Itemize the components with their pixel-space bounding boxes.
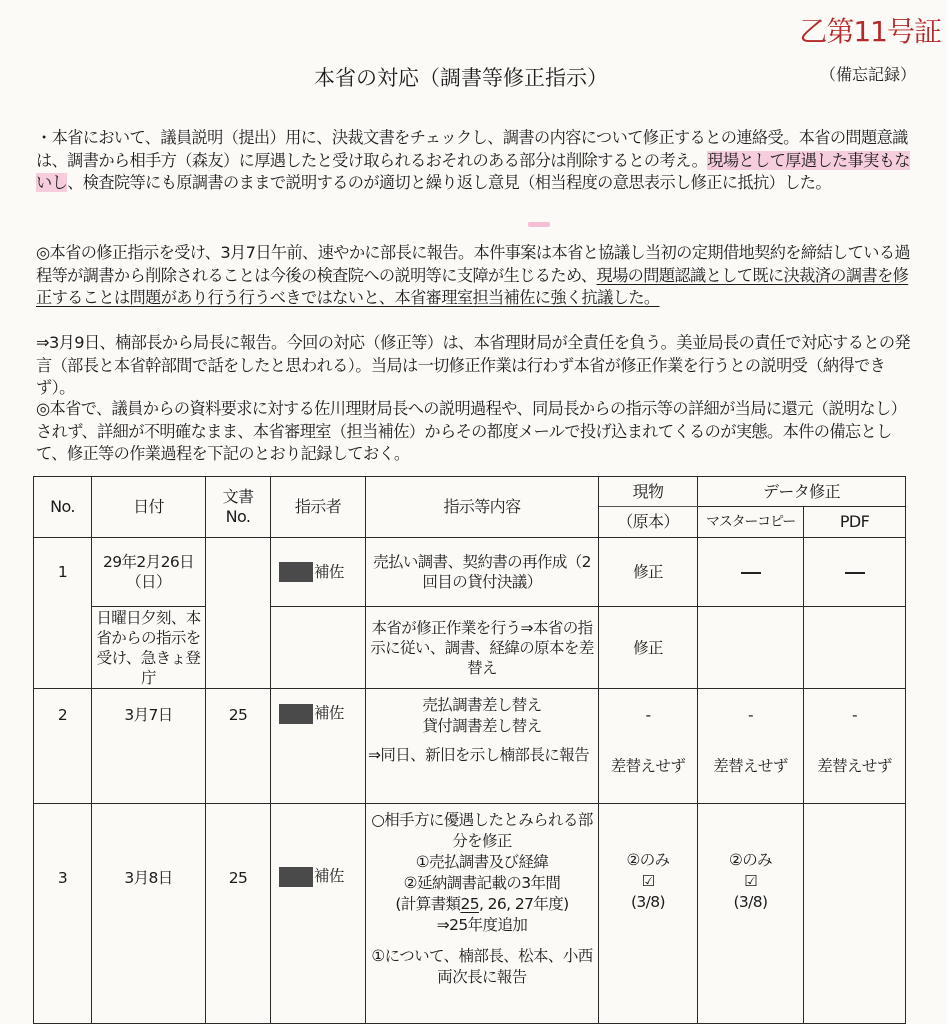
row-pdf <box>804 804 906 1024</box>
table-row-sub <box>34 607 906 689</box>
row-instructor <box>271 538 366 607</box>
status-top: - <box>645 706 651 724</box>
row-content <box>366 804 599 1024</box>
header-doc-no-line2: No. <box>225 507 251 526</box>
checkbox-checked-icon: ☑ <box>641 872 655 890</box>
row-no: 2 <box>34 689 92 804</box>
row-physical <box>599 689 698 804</box>
table-row <box>34 689 906 804</box>
status-date: (3/8) <box>630 893 666 911</box>
status-date: (3/8) <box>733 893 768 911</box>
row-content <box>366 689 599 804</box>
instructor-role: 補佐 <box>314 562 344 581</box>
row-physical <box>599 804 698 1024</box>
paragraph-3: ⇒3月9日、楠部長から局長に報告。今回の対応（修正等）は、本省理財局が全責任を負う。美並局長の責任で対応するとの発言（部長と本省幹部間で話をしたと思われる）。当局は一切修正作業は行わず本省が修正作業を行うとの説明受（納得できず）。 <box>36 333 911 397</box>
row-instructor-empty <box>271 607 366 689</box>
header-pdf: PDF <box>804 507 906 538</box>
paragraph-4: ◎本省で、議員からの資料要求に対する佐川理財局長への説明過程や、同局長からの指示等の詳細が当局に還元（説明なし）されず、詳細が不明確なまま、本省審理室（担当補佐）からその都度メールで投げ込まれてくるのが実態。本件の備忘として、修正等の作業過程を下記のとおり記録しておく。 <box>36 399 907 463</box>
row-pdf-empty <box>804 607 906 689</box>
status-label: ②のみ <box>728 851 773 869</box>
highlighted-text: 現場として厚遇した事実もないし <box>36 150 910 192</box>
paragraph-1 <box>36 127 916 195</box>
content-line: ○相手方に優遇したとみられる部分を修正 <box>371 811 593 850</box>
dash-mark <box>845 572 865 574</box>
content-line: ⇒25年度追加 <box>436 916 528 934</box>
row-date: 29年2月26日（日） <box>92 538 206 607</box>
header-physical-original: （原本） <box>599 507 698 538</box>
header-instructor: 指示者 <box>271 477 366 538</box>
header-physical: 現物 <box>599 477 698 507</box>
instructor-role: 補佐 <box>314 704 344 722</box>
redacted-name <box>279 704 313 724</box>
row-no: 1 <box>34 538 92 689</box>
header-data-fix: データ修正 <box>698 477 906 507</box>
content-note: ⇒同日、新旧を示し楠部長に報告 <box>368 746 589 764</box>
table-header-row <box>34 477 906 507</box>
redacted-name <box>279 562 313 582</box>
header-master-copy: マスターコピー <box>698 507 804 538</box>
row-doc-no: 25 <box>206 804 271 1024</box>
content-line: ①売払調書及び経緯 <box>415 853 549 871</box>
row-pdf <box>804 689 906 804</box>
correction-log-table <box>33 476 906 1024</box>
row-physical: 修正 <box>599 538 698 607</box>
underlined-text: 現場の問題認識として既に決裁済の調書を修正することは問題があり行う行うべきではないと、本省審理室担当補佐に強く抗議した。 <box>36 265 909 307</box>
status-top: - <box>748 706 753 724</box>
row-master-copy <box>698 804 804 1024</box>
row-master-empty <box>698 607 804 689</box>
exhibit-label: 乙第11号証 <box>799 15 941 48</box>
row-date: 3月8日 <box>92 804 206 1024</box>
highlighter-mark <box>528 222 550 227</box>
header-no: No. <box>34 477 92 538</box>
content-line: ①について、楠部長、松本、小西両次長に報告 <box>371 947 593 986</box>
document-title: 本省の対応（調書等修正指示） <box>314 66 608 90</box>
row-pdf <box>804 538 906 607</box>
redacted-name <box>279 867 313 887</box>
row-master-copy <box>698 689 804 804</box>
header-doc-no <box>206 477 271 538</box>
content-fragment: (計算書類 <box>395 895 461 913</box>
instructor-role: 補佐 <box>314 867 344 885</box>
status-top: - <box>852 706 857 724</box>
status-bottom: 差替えせず <box>817 757 892 775</box>
underlined-year: 25 <box>460 895 479 913</box>
row-date: 3月7日 <box>92 689 206 804</box>
row-doc-no <box>206 538 271 689</box>
status-bottom: 差替えせず <box>610 757 686 775</box>
dash-mark <box>741 572 761 574</box>
content-line: 売払調書差し替え <box>422 696 542 714</box>
table-row <box>34 804 906 1024</box>
table-row <box>34 538 906 607</box>
header-content: 指示等内容 <box>366 477 599 538</box>
content-line <box>368 894 596 915</box>
checkbox-checked-icon: ☑ <box>744 872 757 890</box>
row-instructor <box>271 689 366 804</box>
content-line: ②延納調書記載の3年間 <box>403 874 561 892</box>
header-date: 日付 <box>92 477 206 538</box>
row-physical-note: 修正 <box>599 607 698 689</box>
row-instructor <box>271 804 366 1024</box>
memo-note: （備忘記録） <box>820 65 917 84</box>
row-content-note: 本省が修正作業を行う⇒本省の指示に従い、調書、経緯の原本を差替え <box>366 607 599 689</box>
paragraph-2-text: ◎本省の修正指示を受け、3月7日午前、速やかに部長に報告。本件事案は本省と協議し当初の定期借地契約を締結している過程等が調書から削除されることは今後の検査院への説明等に支障が生じるため、 <box>36 243 910 285</box>
row-date-note: 日曜日夕刻、本省からの指示を受け、急きょ登庁 <box>92 607 206 689</box>
paragraph-1-text-rest: 、検査院等にも原調書のままで説明するのが適切と繰り返し意見（相当程度の意思表示し修正に抵抗）した。 <box>67 173 831 192</box>
row-content: 売払い調書、契約書の再作成（2回目の貸付決議） <box>366 538 599 607</box>
status-label: ②のみ <box>626 851 670 869</box>
row-master-copy <box>698 538 804 607</box>
header-doc-no-line1: 文書 <box>222 487 254 506</box>
spacer <box>368 936 596 946</box>
row-doc-no: 25 <box>206 689 271 804</box>
content-line: 貸付調書差し替え <box>422 717 542 735</box>
paragraph-1-text: ・本省において、議員説明（提出）用に、決裁文書をチェックし、調書の内容について修正するとの連絡受。本省の問題意識は、調書から相手方（森友）に厚遇したと受け取られるおそれのある部分は削除するとの考え。 <box>36 128 908 170</box>
content-fragment: , 26, 27年度) <box>478 895 569 913</box>
status-bottom: 差替えせず <box>713 757 788 775</box>
paragraph-2 <box>36 242 916 310</box>
row-no: 3 <box>34 804 92 1024</box>
